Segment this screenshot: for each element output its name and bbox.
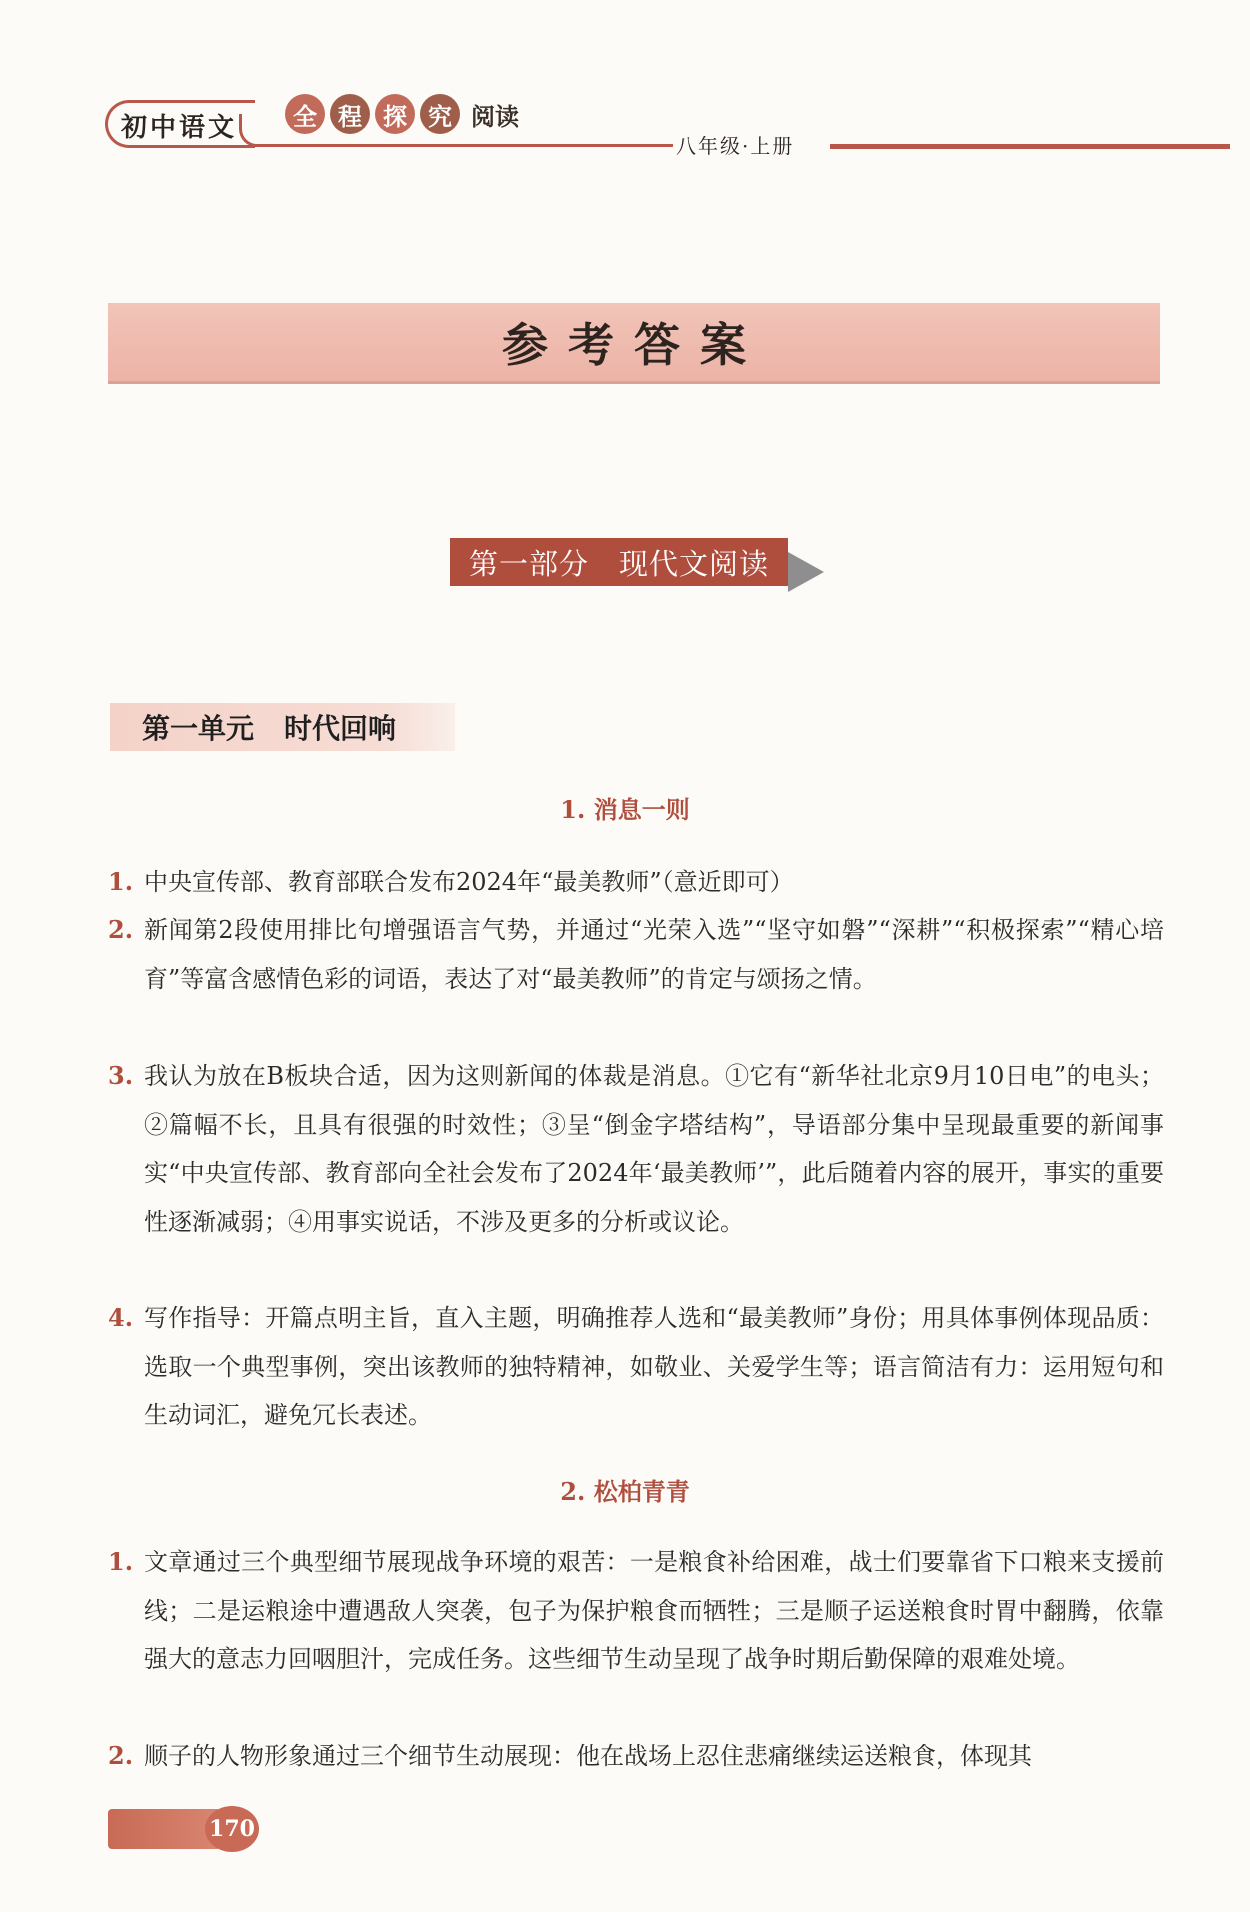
page-number: 170 (205, 1806, 259, 1852)
unit-banner (110, 703, 455, 751)
header-rule (830, 144, 1230, 149)
part-banner (450, 538, 788, 586)
brand-char: 全 (285, 94, 325, 134)
answer-item (108, 858, 1164, 907)
answer-item (108, 906, 1164, 1003)
answer-text: 新闻第2段使用排比句增强语言气势，并通过“光荣入选”“坚守如磐”“深耕”“积极探索”“精心培育”等富含感情色彩的词语，表达了对“最美教师”的肯定与颂扬之情。 (144, 916, 1164, 993)
section-title: 1. 消息一则 (560, 795, 690, 824)
brand-suffix: 阅读 (471, 102, 519, 131)
answer-item (108, 1732, 1164, 1781)
unit-name: 时代回响 (284, 712, 397, 745)
answer-number: 3. (108, 1061, 134, 1090)
brand-char: 究 (420, 94, 460, 134)
header-grade: 八年级·上册 (676, 134, 795, 158)
answer-number: 4. (108, 1303, 134, 1332)
unit-label: 第一单元 (142, 712, 255, 745)
answer-item (108, 1052, 1164, 1246)
title-banner (108, 303, 1160, 384)
answer-text: 写作指导：开篇点明主旨，直入主题，明确推荐人选和“最美教师”身份；用具体事例体现品质：选取一个典型事例，突出该教师的独特精神，如敬业、关爱学生等；语言简洁有力：运用短句和生动词汇，避免冗长表述。 (144, 1304, 1164, 1429)
answer-text: 中央宣传部、教育部联合发布2024年“最美教师”（意近即可） (144, 868, 794, 896)
header-rule (255, 144, 673, 147)
answer-text: 文章通过三个典型细节展现战争环境的艰苦：一是粮食补给困难，战士们要靠省下口粮来支援前线；二是运粮途中遭遇敌人突袭，包子为保护粮食而牺牲；三是顺子运送粮食时胃中翻腾，依靠强大的意志力回咽胆汁，完成任务。这些细节生动呈现了战争时期后勤保障的艰难处境。 (144, 1548, 1164, 1673)
page-title: 参考答案 (502, 318, 766, 372)
part-label: 第一部分 (468, 546, 589, 581)
brand-char: 探 (375, 94, 415, 134)
answer-number: 2. (108, 1741, 134, 1770)
answer-text: 我认为放在B板块合适，因为这则新闻的体裁是消息。①它有“新华社北京9月10日电”的电头；②篇幅不长，且具有很强的时效性；③呈“倒金字塔结构”，导语部分集中呈现最重要的新闻事实“中央宣传部、教育部向全社会发布了2024年‘最美教师’”，此后随着内容的展开，事实的重要性逐渐减弱；④用事实说话，不涉及更多的分析或议论。 (144, 1062, 1164, 1236)
page-number-bar (108, 1809, 218, 1849)
header-subject: 初中语文 (121, 113, 238, 143)
answer-text: 顺子的人物形象通过三个细节生动展现：他在战场上忍住悲痛继续运送粮食，体现其 (144, 1742, 1032, 1770)
answer-number: 1. (108, 867, 134, 896)
header-brand (285, 94, 519, 134)
answer-number: 2. (108, 915, 134, 944)
part-banner-tail (788, 552, 824, 592)
brand-char: 程 (330, 94, 370, 134)
answer-number: 1. (108, 1547, 134, 1576)
answer-item (108, 1294, 1164, 1440)
answer-item (108, 1538, 1164, 1684)
part-name: 现代文阅读 (619, 546, 770, 581)
section-title: 2. 松柏青青 (560, 1477, 690, 1506)
